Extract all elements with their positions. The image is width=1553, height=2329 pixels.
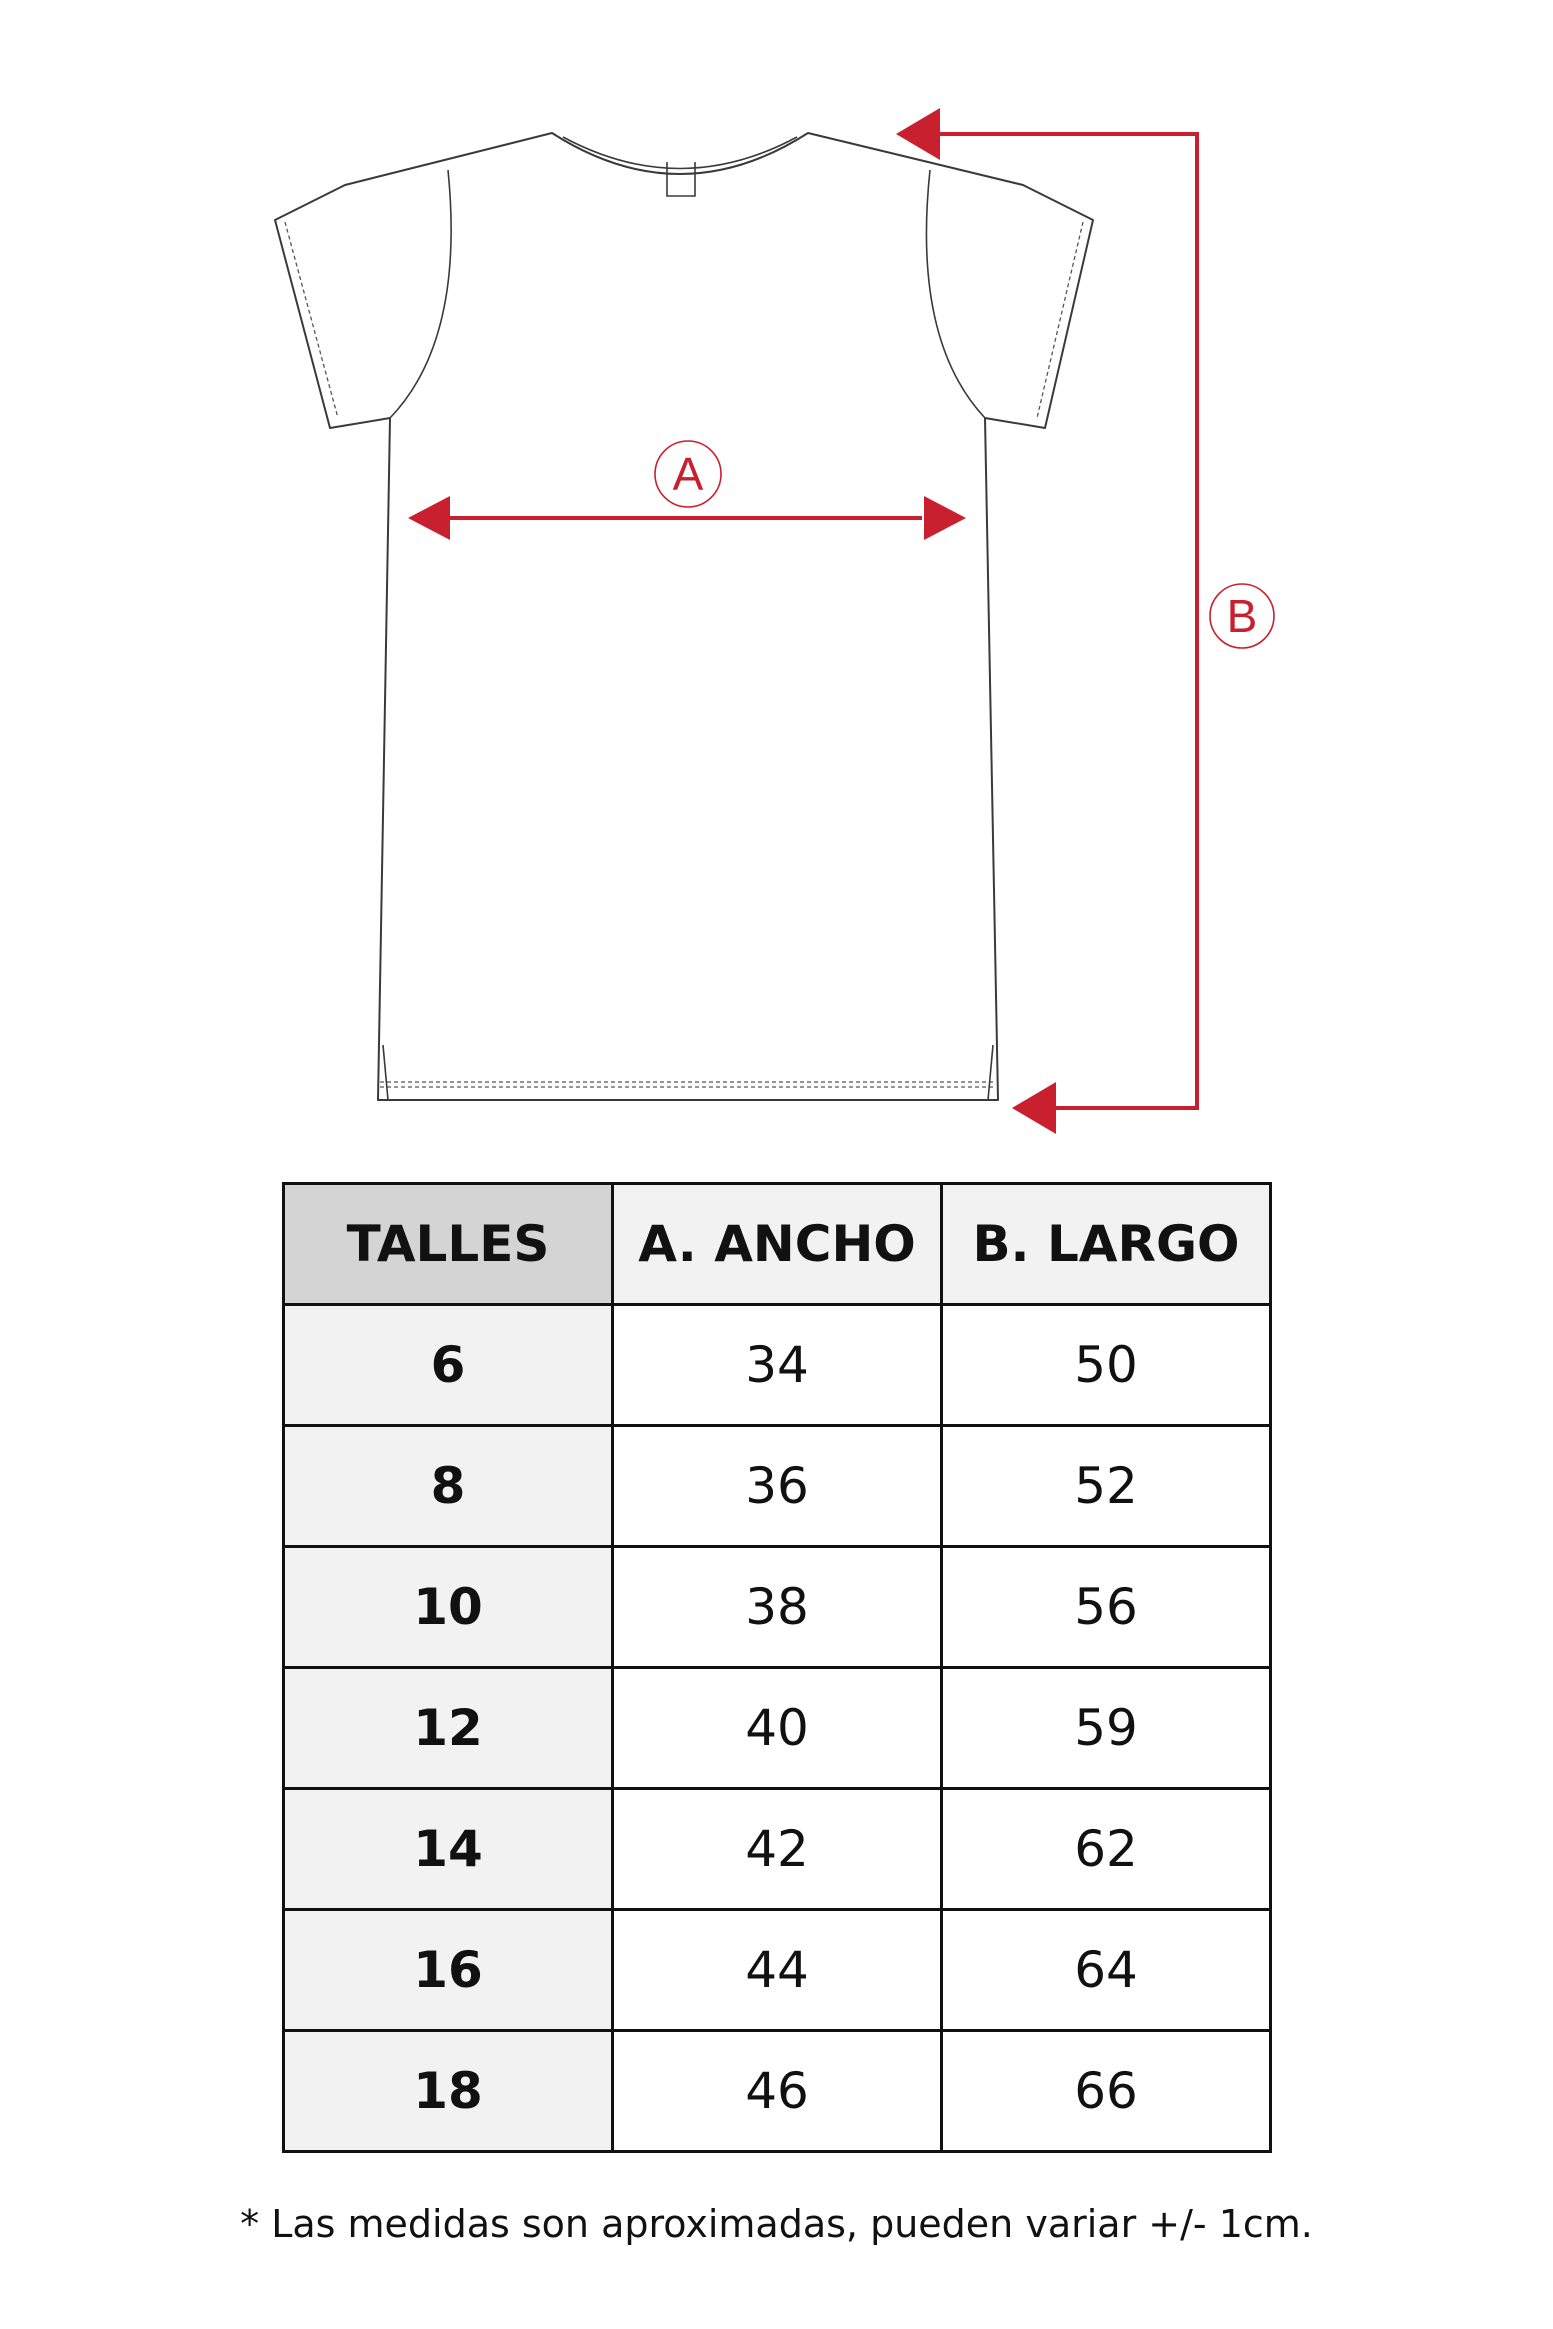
table-row	[284, 1910, 1271, 2031]
ancho-cell: 46	[613, 2031, 942, 2152]
marker-a	[655, 441, 721, 507]
ancho-cell: 34	[613, 1305, 942, 1426]
ancho-cell: 42	[613, 1789, 942, 1910]
ancho-cell: 36	[613, 1426, 942, 1547]
largo-cell: 62	[942, 1789, 1271, 1910]
svg-text:B: B	[1226, 590, 1258, 642]
tshirt-outline	[275, 133, 1093, 1100]
table-row	[284, 1305, 1271, 1426]
size-cell: 6	[284, 1305, 613, 1426]
size-cell: 8	[284, 1426, 613, 1547]
largo-cell: 66	[942, 2031, 1271, 2152]
size-cell: 14	[284, 1789, 613, 1910]
size-cell: 16	[284, 1910, 613, 2031]
marker-b	[1210, 584, 1274, 648]
ancho-cell: 44	[613, 1910, 942, 2031]
table-header-row	[284, 1184, 1271, 1305]
header-ancho: A. ANCHO	[613, 1184, 942, 1305]
table-row	[284, 1426, 1271, 1547]
largo-cell: 59	[942, 1668, 1271, 1789]
header-largo: B. LARGO	[942, 1184, 1271, 1305]
footnote: * Las medidas son aproximadas, pueden variar +/- 1cm.	[240, 2202, 1313, 2246]
header-talles: TALLES	[284, 1184, 613, 1305]
size-chart-table	[282, 1182, 1272, 2153]
largo-cell: 56	[942, 1547, 1271, 1668]
ancho-cell: 40	[613, 1668, 942, 1789]
ancho-cell: 38	[613, 1547, 942, 1668]
svg-text:A: A	[672, 448, 704, 500]
size-cell: 12	[284, 1668, 613, 1789]
largo-cell: 50	[942, 1305, 1271, 1426]
largo-cell: 52	[942, 1426, 1271, 1547]
table-row	[284, 2031, 1271, 2152]
size-cell: 10	[284, 1547, 613, 1668]
table-row	[284, 1789, 1271, 1910]
largo-cell: 64	[942, 1910, 1271, 2031]
table-row	[284, 1547, 1271, 1668]
size-cell: 18	[284, 2031, 613, 2152]
size-diagram	[0, 0, 1553, 1160]
table-row	[284, 1668, 1271, 1789]
